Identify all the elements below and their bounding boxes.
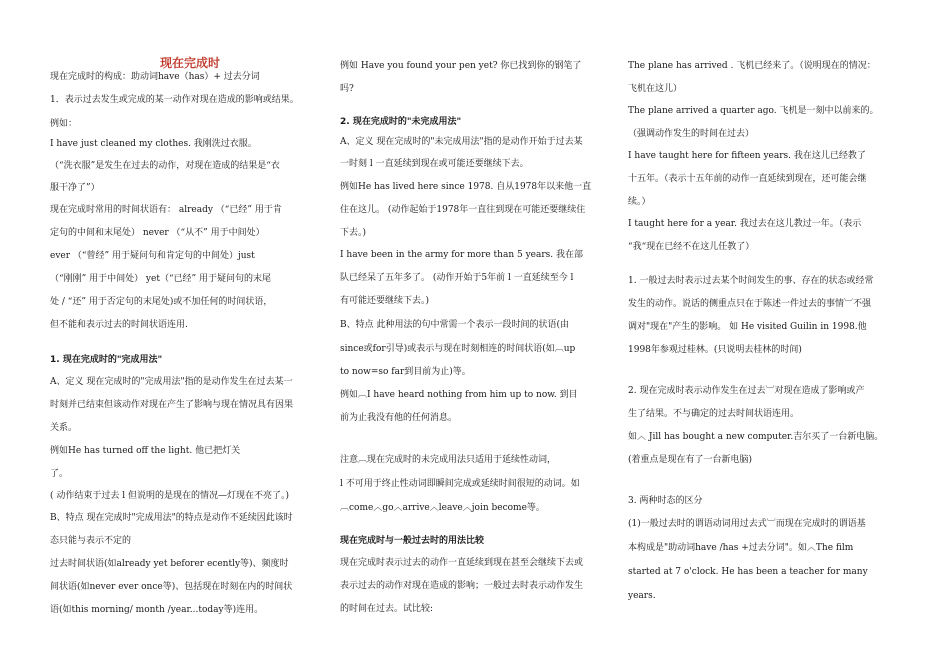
- text-line: 例如He has turned off the light. 他已把灯关: [50, 446, 241, 456]
- text-line: B、特点 此种用法的句中常需一个表示一段时间的状语(由: [340, 320, 569, 330]
- text-line: 续。）: [628, 197, 651, 207]
- text-line: 生了结果。不与确定的过去时间状语连用。: [628, 409, 800, 419]
- text-line: 1. 现在完成时的"完成用法": [50, 355, 163, 365]
- text-line: 服干净了”）: [50, 183, 100, 193]
- text-line: 发生的动作。说话的侧重点只在于陈述一件过去的事情︺不强: [628, 299, 872, 309]
- text-line: ever （“曾经” 用于疑问句和肯定句的中间处）just: [50, 251, 255, 261]
- text-line: 现在完成时与一般过去时的用法比较: [340, 536, 485, 546]
- text-line: 如︿ Jill has bought a new computer.吉尔买了一台新电脑。: [628, 432, 884, 442]
- text-line: （“洗衣服”是发生在过去的动作，对现在造成的结果是“衣: [50, 161, 280, 171]
- text-line: 有可能还要继续下去。): [340, 296, 430, 306]
- text-line: B、特点 现在完成时"完成用法"的特点是动作不延续因此该时: [50, 513, 293, 523]
- text-line: 1998年参观过桂林。(只说明去桂林的时间): [628, 345, 802, 355]
- text-line: 飞机在这儿）: [628, 84, 683, 94]
- text-line: A、定义 现在完成时的"未完成用法"指的是动作开始于过去某: [340, 137, 583, 147]
- text-line: 表示过去的动作对现在造成的影响；一般过去时表示动作发生: [340, 581, 584, 591]
- text-line: 过去时间状语(如already yet beforer ecently等)、频度时: [50, 559, 289, 569]
- text-line: 1. 一般过去时表示过去某个时间发生的事、存在的状态或经常: [628, 276, 874, 286]
- text-line: 关系。: [50, 423, 78, 433]
- text-line: 现在完成时的构成：助动词have（has）+ 过去分词: [50, 72, 260, 82]
- text-line: I taught here for a year. 我过去在这儿教过一年。（表示: [628, 219, 862, 229]
- text-line: 下去。): [340, 228, 367, 238]
- text-line: 的时间在过去。试比较:: [340, 604, 434, 614]
- text-line: ( 动作结束于过去 l 但说明的是现在的情况—灯现在不亮了。): [50, 491, 289, 501]
- text-line: 态只能与表示不定的: [50, 536, 132, 546]
- text-line: l 不可用于终止性动词即瞬间完成或延续时间很短的动词。如: [340, 479, 580, 489]
- text-line: （“刚刚” 用于中间处） yet（“已经” 用于疑问句的末尾: [50, 274, 272, 284]
- text-line: I have taught here for fifteen years. 我在这儿已经教了: [628, 151, 866, 161]
- text-line: 十五年。（表示十五年前的动作一直延续到现在，还可能会继: [628, 174, 867, 184]
- text-line: 一时刻 l 一直延续到现在或可能还要继续下去。: [340, 159, 529, 169]
- text-line: 但不能和表示过去的时间状语连用.: [50, 320, 188, 330]
- document-title: 现在完成时: [160, 56, 221, 70]
- text-line: 1．表示过去发生或完成的某一动作对现在造成的影响或结果。: [50, 95, 299, 105]
- text-line: A、定义 现在完成时的"完成用法"指的是动作发生在过去某一: [50, 377, 293, 387]
- text-line: 前为止我没有他的任何消息。: [340, 413, 458, 423]
- text-line: started at 7 o'clock. He has been a teacher for many: [628, 567, 868, 577]
- text-line: 了。: [50, 469, 69, 479]
- text-line: 现在完成时表示过去的动作一直延续到现在甚至会继续下去或: [340, 558, 584, 568]
- text-line: The plane has arrived . 飞机已经来了。（说明现在的情况：: [628, 61, 876, 71]
- text-line: I have been in the army for more than 5 years. 我在部: [340, 250, 584, 260]
- text-line: since或for引导)或表示与现在时刻相连的时间状语(如︹up: [340, 344, 576, 354]
- text-line: years.: [628, 591, 656, 601]
- text-line: 处 / “还” 用于否定句的末尾处)或不加任何的时间状语，: [50, 297, 273, 307]
- text-line: 例如：: [50, 119, 78, 129]
- text-line: 定句的中间和末尾处） never （“从不” 用于中间处）: [50, 228, 265, 238]
- text-line: ︹come︿go︿arrive︿leave︿join become等。: [340, 503, 545, 513]
- text-line: (1)一般过去时的谓语动词用过去式︺而现在完成时的谓语基: [628, 519, 866, 529]
- text-line: (着重点是现在有了一台新电脑): [628, 455, 753, 465]
- text-line: The plane arrived a quarter ago. 飞机是一刻中以前来的。: [628, 106, 879, 116]
- text-line: 例如 Have you found your pen yet? 你已找到你的钢笔了: [340, 61, 582, 71]
- text-line: 语(如this morning/ month /year...today等)连用。: [50, 605, 264, 615]
- text-line: 调对"现在"产生的影响。 如 He visited Guilin in 1998.他: [628, 322, 867, 332]
- text-line: to now=so far到目前为止)等。: [340, 367, 471, 377]
- text-line: 队已经呆了五年多了。 (动作开始于5年前 l 一直延续至今 l: [340, 273, 574, 283]
- text-line: 2. 现在完成时的"未完成用法": [340, 117, 462, 127]
- text-line: （强调动作发生的时间在过去）: [628, 129, 755, 139]
- text-line: “我“现在已经不在这儿任教了）: [628, 242, 755, 252]
- text-line: 现在完成时常用的时间状语有： already （“已经” 用于肯: [50, 205, 282, 215]
- text-line: 间状语(如never ever once等)、包括现在时刻在内的时间状: [50, 582, 293, 592]
- text-line: 2. 现在完成时表示动作发生在过去︺对现在造成了影响或产: [628, 386, 865, 396]
- text-line: I have just cleaned my clothes. 我刚洗过衣服。: [50, 139, 257, 149]
- text-line: 3. 两种时态的区分: [628, 496, 703, 506]
- text-line: 本构成是"助动词have /has +过去分词"。如︿The film: [628, 543, 854, 553]
- text-line: 例如︹I have heard nothing from him up to now. 到目: [340, 390, 578, 400]
- text-line: 时刻并已结束但该动作对现在产生了影响与现在情况具有因果: [50, 400, 294, 410]
- text-line: 例如He has lived here since 1978. 自从1978年以来他一直: [340, 182, 592, 192]
- text-line: 注意︹现在完成时的未完成用法只适用于延续性动词，: [340, 455, 557, 465]
- text-line: 住在这儿。 (动作起始于1978年一直往到现在可能还要继续住: [340, 205, 586, 215]
- text-line: 吗?: [340, 84, 354, 94]
